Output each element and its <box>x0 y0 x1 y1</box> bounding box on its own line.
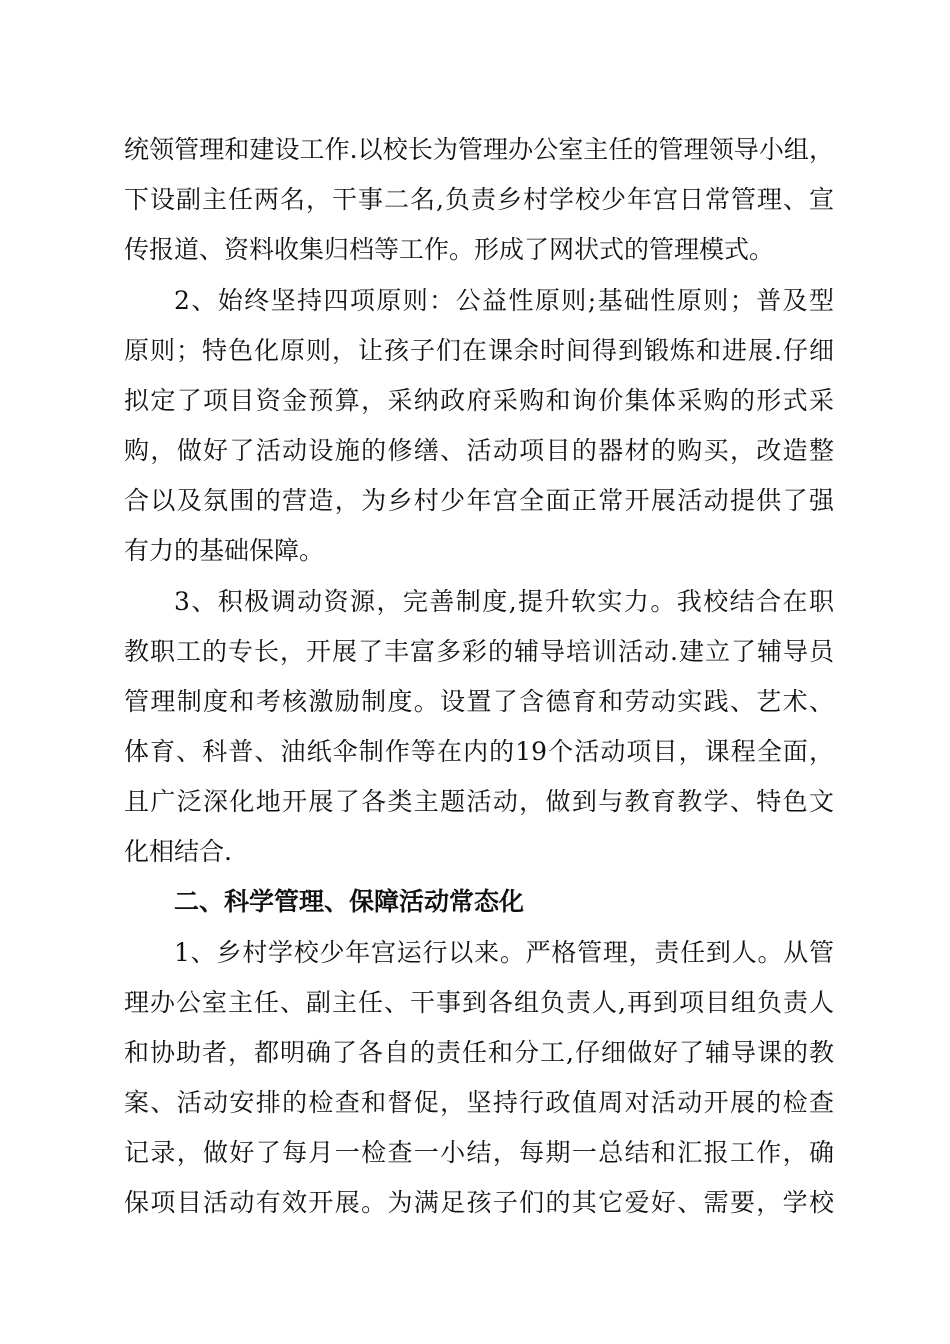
text-line: 案、活动安排的检查和督促，坚持行政值周对活动开展的检查 <box>124 1088 834 1117</box>
text-line: 教职工的专长，开展了丰富多彩的辅导培训活动.建立了辅导员 <box>124 637 834 666</box>
text-line: 管理制度和考核激励制度。设置了含德育和劳动实践、艺术、 <box>124 687 834 716</box>
text-line: 保项目活动有效开展。为满足孩子们的其它爱好、需要，学校 <box>124 1188 834 1217</box>
text-line: 理办公室主任、副主任、干事到各组负责人,再到项目组负责人 <box>124 988 834 1017</box>
section-heading: 二、科学管理、保障活动常态化 <box>174 887 525 916</box>
text-line: 统领管理和建设工作.以校长为管理办公室主任的管理领导小组， <box>124 135 834 164</box>
text-line: 下设副主任两名，干事二名,负责乡村学校少年宫日常管理、宣 <box>124 185 834 214</box>
paragraph-start-line: 1、乡村学校少年宫运行以来。严格管理，责任到人。从管 <box>174 938 834 967</box>
text-line: 原则；特色化原则，让孩子们在课余时间得到锻炼和进展.仔细 <box>124 336 834 365</box>
text-line: 且广泛深化地开展了各类主题活动，做到与教育教学、特色文 <box>124 787 834 816</box>
text-line: 记录，做好了每月一检查一小结，每期一总结和汇报工作，确 <box>124 1138 834 1167</box>
text-line: 合以及氛围的营造，为乡村少年宫全面正常开展活动提供了强 <box>124 486 834 515</box>
text-line: 体育、科普、油纸伞制作等在内的19个活动项目，课程全面， <box>124 737 834 766</box>
text-line: 和协助者，都明确了各自的责任和分工,仔细做好了辅导课的教 <box>124 1038 834 1067</box>
paragraph-start-line: 3、积极调动资源，完善制度,提升软实力。我校结合在职 <box>174 587 834 616</box>
text-line: 拟定了项目资金预算，采纳政府采购和询价集体采购的形式采 <box>124 386 834 415</box>
text-line: 有力的基础保障。 <box>124 536 325 565</box>
text-line: 化相结合. <box>124 837 232 866</box>
paragraph-start-line: 2、始终坚持四项原则：公益性原则;基础性原则；普及型 <box>174 286 834 315</box>
text-line: 传报道、资料收集归档等工作。形成了网状式的管理模式。 <box>124 235 775 264</box>
text-line: 购，做好了活动设施的修缮、活动项目的器材的购买，改造整 <box>124 436 834 465</box>
